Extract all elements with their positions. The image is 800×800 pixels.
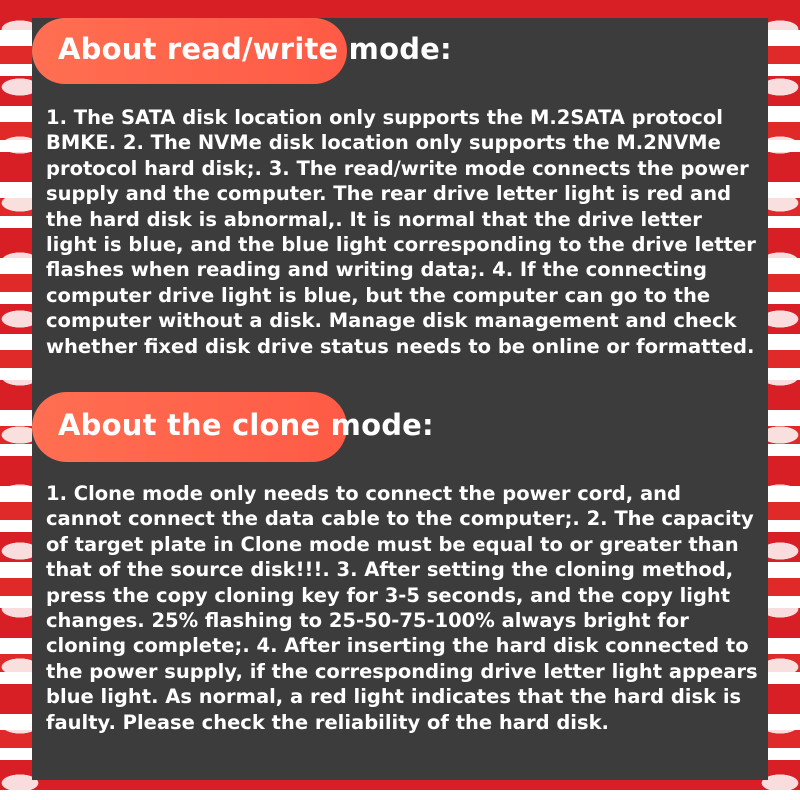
section-heading-read-write: About read/write mode: xyxy=(58,32,452,66)
section-body-read-write: 1. The SATA disk location only supports the M.2SATA protocol BMKE. 2. The NVMe disk location only supports the M.2NVMe protocol hard disk;. 3. The read/write mode connects the power supply and the computer. The rear drive letter light is red and the hard disk is abnormal,. It is normal that the drive letter light is blue, and the blue light corresponding to the drive letter flashes when reading and writing data;. 4. If the connecting computer drive light is blue, but the computer can go to the computer without a disk. Manage disk management and check whether fixed disk drive status needs to be online or formatted. xyxy=(46,106,756,358)
section-body-clone: 1. Clone mode only needs to connect the power cord, and cannot connect the data cable to the computer;. 2. The capacity of target plate in Clone mode must be equal to or greater than that of the source disk!!!. 3. After setting the cloning method, press the copy cloning key for 3-5 seconds, and the copy light changes. 25% flashing to 25-50-75-100% always bright for cloning complete;. 4. After inserting the hard disk connected to the power supply, if the corresponding drive letter light appears blue light. As normal, a red light indicates that the hard disk is faulty. Please check the reliability of the hard disk. xyxy=(46,482,758,734)
section-heading-clone: About the clone mode: xyxy=(58,408,434,442)
